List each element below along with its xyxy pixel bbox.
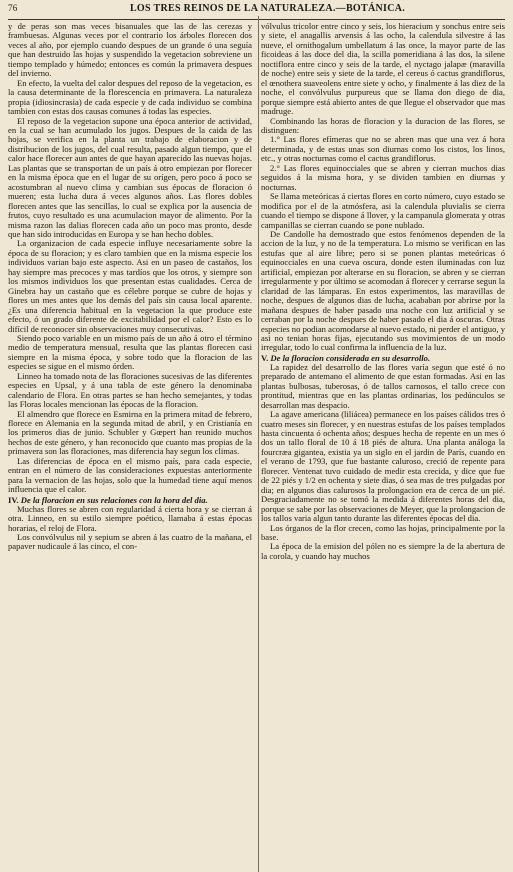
header-rule xyxy=(8,19,505,20)
paragraph: El almendro que florece en Esmirna en la primera mitad de febrero, florece en Alemania en la segunda mitad de abril, y en Cristianía en los primeros dias de junio. Schubler y Gœpert han reunido muchos hechos de este género, y han reconocido que cuanto mas propias de la primavera son las floraciones, mas diferencia hay segun los climas. xyxy=(8,408,252,457)
paragraph: La agave americana (liliácea) permanece en los países cálidos tres ó cuatro meses sin florecer, y en nuestras estufas de los países templados hasta cincuenta ó ochenta años; despues hecha de repente en un mes ó dos un tallo floral de 10 á 18 piés de altura. Una planta análoga la fourcræa gigantea, existia ya un siglo en el jardin de París, cuando en el verano de 1793, que fue bastante caluroso, creció de repente para florecer. Ventenat tuvo cuidado de medir esta crecida, y dice que fue de 22 piés y 1/2 en ochenta y siete dias, ó sea mas de tres pulgadas por dia; en algunos dias calurosos la prolongacion era de cerca de un pié. Desgraciadamente no se tomó la medida á diferentes horas del dia, porque se sabe por las observaciones de Meyer, que la prolongacion de los tallos varia algun tanto durante las diferentes épocas del dia. xyxy=(261,409,506,524)
section-number: V. xyxy=(261,352,269,363)
text-columns xyxy=(8,22,505,561)
section-title: De la floracion en sus relaciones con la hora del dia. xyxy=(20,494,208,505)
paragraph: vólvulus tricolor entre cinco y seis, los hieracium y sonchus entre seis y siete, el anagallis arvensis á las ocho, la calendula silvestre á las nueve, el ornithogalum umbellatum á las once, la mayor parte de las ficoideas á las doce del dia, la scilla pomeridiana á las dos, la silene noctiflora entre cinco y seis de la tarde, el nyctago jalapæ (maravilla de noche) entre seis y siete de la tarde, el cereus ó cactus grandiflorus, el œnothera suaveolens entre siete y ocho, y finalmente á las diez de la noche, el convólvulus purpureus que se llama don diego de dia, porque siempre está abierto antes de que llegue el observador que mas madruge. xyxy=(261,21,505,117)
running-title: LOS TRES REINOS DE LA NATURALEZA.—BOTÁNICA. xyxy=(129,3,406,14)
paragraph: Siendo poco variable en un mismo país de un año á otro el término medio de temperatura mensual, resulta que las plantas florecen casi siempre en la misma época, y sobre todo que la floracion de las especies se sigue en el mismo órden. xyxy=(8,332,252,372)
paragraph: La rapidez del desarrollo de las flores varía segun que esté ó no preparado de antemano el alimento de que estan formadas. Asi en las plantas bulbosas, tuberosas, ó de tallos carnosos, el tallo crece con prontitud, mientras que en las plantas ordinarias, los pedúnculos se desarrollan mas despacio. xyxy=(261,361,505,410)
right-column xyxy=(261,22,505,561)
paragraph: Muchas flores se abren con regularidad á cierta hora y se cierran á otra. Linneo, en su estilo siempre poético, llamaba á estas épocas horarias, el reloj de Flora. xyxy=(8,503,252,533)
paragraph: Combinando las horas de floracion y la duracion de las flores, se distinguen: xyxy=(261,115,505,135)
paragraph: De Candolle ha demostrado que estos fenómenos dependen de la accion de la luz, y no de la temperatura. Lo mismo se verifican en las estufas que al aire libre; pero si se ponen plantas meteóricas ó equinocciales en una cueva oscura, donde esten iluminadas con luz artificial, empiezan por alterarse en su floracion, se abren y se cierran irregularmente y por último se acomodan á florecer y cerrarse segun la claridad de las lámparas. En estos experimentos, las maravillas de noche, despues de algunos dias de lucha, acababan por abrirse por la mañana despues de haber pasado una noche con luz artificial y se cerraban por la noche despues de haber pasado el dia á oscuras. Otras especies no podian acomodarse al nuevo estado, ni perder el antiguo, y asi no tenian horas fijas, ejecutando sus movimientos de un modo irregular, todo lo cual confirma la influencia de la luz. xyxy=(261,228,505,353)
paragraph: Las diferencias de época en el mismo país, para cada especie, entran en el número de las consideraciones expuestas anteriormente para la vernacion de las hojas, solo que la humedad tiene aquí menos influencia que el calor. xyxy=(8,455,252,495)
paragraph: Los órganos de la flor crecen, como las hojas, principalmente por la base. xyxy=(261,522,505,543)
paragraph: Linneo ha tomado nota de las floraciones sucesivas de las diferentes especies en Upsal, y á una tabla de este género la denominaba calendario de Flora. En otras partes se han hecho semejantes, y todas las Floras locales mencionan las épocas de la floracion. xyxy=(8,370,252,410)
paragraph: En efecto, la vuelta del calor despues del reposo de la vegetacion, es la causa determinante de la florescencia en primavera. La naturaleza propia (idiosincrasia) de cada especie y de cada individuo se combina tambien con estas dos causas comunes á todas las especies. xyxy=(8,77,252,117)
paragraph: El reposo de la vegetacion supone una época anterior de actividad, en la cual se han acumulado los jugos. Despues de la caida de las hojas, se verifica en la planta un trabajo de elaboracion y de distribucion de los jugos, del cual resulta, pasado algun tiempo, que el calor hace florecer aun antes de que hayan aparecido las nuevas hojas. Las plantas que se transportan de un país á otro empiezan por florecer en la misma época que en el lugar de su orígen, pero poco á poco se acostumbran al nuevo clima y cambian sus épocas de floracion ó mueren; esta lucha dura á veces algunos años. Las flores dobles florecen antes que las sencillas, lo cual se explica por la ausencia de frutos, cuyo resultado es una acumulacion mayor de alimento. Por la misma razon las dalias florecen cada año un poco mas pronto, desde que han sido introducidas en Europa y se han hecho dobles. xyxy=(8,115,252,239)
paragraph: Se llama meteóricas á ciertas flores en corto número, cuyo estado se modifica por el de la atmósfera, asi la calendula pluvialis se cierra cuando el tiempo se dispone á llover, y la campanula glomerata y otras campanillas se cierran cuando se pone nublado. xyxy=(261,191,505,230)
paragraph: 1.° Las flores efímeras que no se abren mas que una vez á hora determinada, y de estas unas son diurnas como los cistos, los linos, etc., y otras nocturnas como el cactus grandiflorus. xyxy=(261,134,505,164)
column-divider xyxy=(258,16,259,872)
paragraph: Los convólvulus nil y sepium se abren á las cuatro de la mañana, el papaver nudicaule á las cinco, el con- xyxy=(8,532,252,552)
page-number: 76 xyxy=(8,3,18,13)
paragraph: 2.° Las flores equinocciales que se abren y cierran muchos dias seguidos á la misma hora, y se dividen tambien en diurnas y nocturnas. xyxy=(261,162,505,192)
section-title: De la floracion considerada en su desarrollo. xyxy=(270,352,431,363)
running-header xyxy=(8,3,505,16)
paragraph: La organizacion de cada especie influye necesariamente sobre la época de su floracion; y es claro tambien que en la misma especie los individuos varian bajo este aspecto. Asi en un paseo de castaños, los hay siempre mas precoces y mas tardíos que los otros, y siempre son los mismos individuos los que presentan estas cualidades. Cerca de Ginebra hay un castaño que es célebre porque se cubre de hojas y flores un mes antes que los demás del país sin causa local aparente. ¿Es una diferencia habitual en la vegetacion la que produce este efecto, ó un grado diferente de excitabilidad por el calor? Esto es lo difícil de reconocer sin observaciones muy consecutivas. xyxy=(8,238,252,334)
left-column xyxy=(8,22,252,561)
paragraph: y de peras son mas veces bisanuales que las de las cerezas y frambuesas. Algunas veces por el contrario los árboles florecen dos veces al año, por ejemplo cuando despues de un grande ó una seguía que han destruido las hojas y suspendido la vegetacion sobreviene un tiempo templado y húmedo; entonces es común la primavera despues del invierno. xyxy=(8,21,252,79)
paragraph: La época de la emision del pólen no es siempre la de la abertura de la corola, y cuando hay muchos xyxy=(261,541,505,561)
section-number: IV. xyxy=(8,494,19,505)
